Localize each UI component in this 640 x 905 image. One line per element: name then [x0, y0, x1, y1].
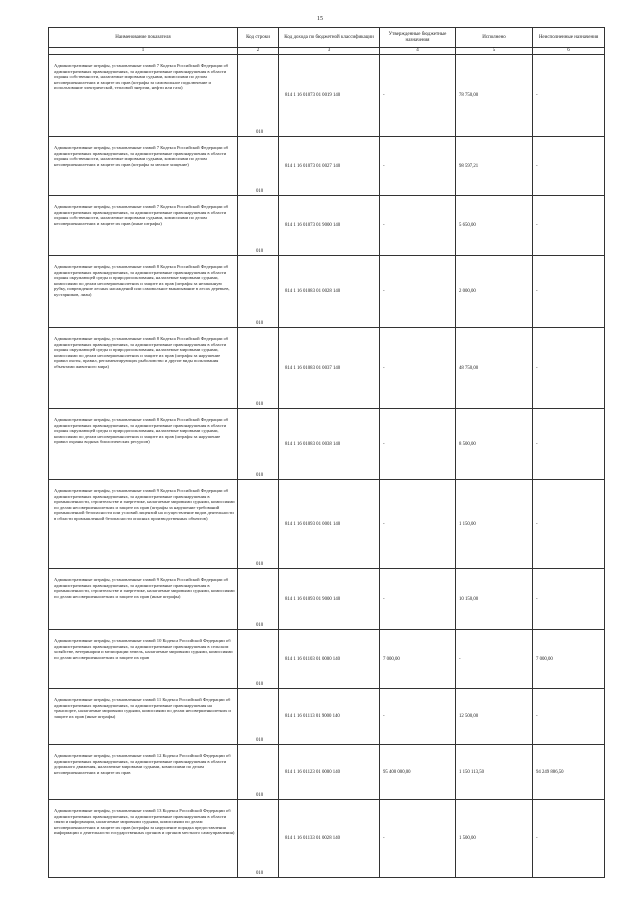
column-number-row [49, 48, 605, 55]
executed-cell: 48 750,00 [456, 328, 533, 409]
approved-cell: - [380, 409, 456, 480]
approved-cell: - [380, 480, 456, 569]
table-row [49, 630, 605, 689]
kbk-code-cell: 814 1 16 01073 01 9000 140 [279, 196, 380, 256]
table-row [49, 55, 605, 137]
column-number: 1 [49, 48, 238, 55]
unexecuted-cell: - [533, 800, 605, 878]
row-code-cell [238, 689, 279, 745]
row-code-cell [238, 196, 279, 256]
table-row [49, 689, 605, 745]
row-code: 010 [256, 130, 264, 135]
row-code: 010 [256, 402, 264, 407]
row-code: 010 [256, 793, 264, 798]
indicator-name-cell: Административные штрафы, установленные главой 10 Кодекса Российской Федерации об административных правонарушениях, за административные правонарушения в сельском хозяйстве, ветеринарии и мелиорации земель, налагаемые мировыми судьями, комиссиями по делам несовершеннолетних и защите их прав [49, 630, 238, 689]
row-code-cell [238, 55, 279, 137]
header-row [49, 28, 605, 48]
executed-cell: 10 150,00 [456, 569, 533, 630]
revenue-table [48, 27, 605, 878]
executed-cell: 12 500,00 [456, 689, 533, 745]
row-code-cell [238, 480, 279, 569]
unexecuted-cell: - [533, 480, 605, 569]
kbk-code-cell: 814 1 16 01123 01 0000 140 [279, 745, 380, 800]
unexecuted-cell: 94 249 886,50 [533, 745, 605, 800]
header-executed: Исполнено [456, 28, 533, 48]
indicator-name-cell: Административные штрафы, установленные главой 9 Кодекса Российской Федерации об административных правонарушениях, за административные правонарушения в промышленности, строительстве и энергетике, налагаемые мировыми судьями, комиссиями по делам несовершеннолетних и защите их прав (иные штрафы) [49, 569, 238, 630]
row-code-cell [238, 630, 279, 689]
kbk-code-cell: 814 1 16 01083 01 0028 140 [279, 256, 380, 328]
indicator-name-cell: Административные штрафы, установленные главой 8 Кодекса Российской Федерации об административных правонарушениях, за административные правонарушения в области охраны окружающей среды и природопользования, налагаемые мировыми судьями, комиссиями по делам несовершеннолетних и защите их прав (штрафы за незаконную рубку, повреждение лесных насаждений или самовольное выкапывание в лесах деревьев, кустарников, лиан) [49, 256, 238, 328]
table-row [49, 256, 605, 328]
executed-cell: 78 750,00 [456, 55, 533, 137]
kbk-code-cell: 814 1 16 01083 01 0038 140 [279, 409, 380, 480]
header-kbk: Код дохода по бюджетной классификации [279, 28, 380, 48]
table-row [49, 569, 605, 630]
table-row [49, 196, 605, 256]
row-code: 010 [256, 321, 264, 326]
executed-cell: 5 650,00 [456, 196, 533, 256]
indicator-name-cell: Административные штрафы, установленные главой 9 Кодекса Российской Федерации об административных правонарушениях, за административные правонарушения в промышленности, строительстве и энергетике, налагаемые мировыми судьями, комиссиями по делам несовершеннолетних и защите их прав (штрафы за нарушение требований промышленной безопасности или условий лицензий на осуществление видов деятельности в области промышленной безопасности опасных производственных объектов) [49, 480, 238, 569]
row-code: 010 [256, 871, 264, 876]
row-code-cell [238, 328, 279, 409]
kbk-code-cell: 814 1 16 01083 01 0037 140 [279, 328, 380, 409]
approved-cell: - [380, 689, 456, 745]
executed-cell: 98 597,21 [456, 137, 533, 196]
kbk-code-cell: 814 1 16 01133 01 0028 140 [279, 800, 380, 878]
row-code-cell [238, 409, 279, 480]
kbk-code-cell: 814 1 16 01093 01 9000 140 [279, 569, 380, 630]
unexecuted-cell: - [533, 328, 605, 409]
header-name: Наименование показателя [49, 28, 238, 48]
row-code-cell [238, 569, 279, 630]
unexecuted-cell: - [533, 409, 605, 480]
column-number: 3 [279, 48, 380, 55]
approved-cell: - [380, 55, 456, 137]
table-row [49, 800, 605, 878]
row-code: 010 [256, 562, 264, 567]
kbk-code-cell: 814 1 16 01073 01 0019 140 [279, 55, 380, 137]
approved-cell: - [380, 328, 456, 409]
row-code: 010 [256, 189, 264, 194]
indicator-name-cell: Административные штрафы, установленные главой 7 Кодекса Российской Федерации об административных правонарушениях, за административные правонарушения в области охраны собственности, налагаемые мировыми судьями, комиссиями по делам несовершеннолетних и защите их прав (штрафы за мелкое хищение) [49, 137, 238, 196]
header-approved: Утвержденные бюджетные назначения [380, 28, 456, 48]
unexecuted-cell: - [533, 137, 605, 196]
row-code-cell [238, 137, 279, 196]
table-row [49, 409, 605, 480]
executed-cell: 1 500,00 [456, 800, 533, 878]
unexecuted-cell: 7 000,00 [533, 630, 605, 689]
page-number: 15 [317, 16, 323, 22]
column-number: 5 [456, 48, 533, 55]
row-code: 010 [256, 682, 264, 687]
approved-cell: - [380, 196, 456, 256]
executed-cell: 1 150,00 [456, 480, 533, 569]
executed-cell: 1 150 113,50 [456, 745, 533, 800]
indicator-name-cell: Административные штрафы, установленные главой 7 Кодекса Российской Федерации об административных правонарушениях, за административные правонарушения в области охраны собственности, налагаемые мировыми судьями, комиссиями по делам несовершеннолетних и защите их прав (штрафы за самовольное подключение и использование электрической, тепловой энергии, нефти или газа) [49, 55, 238, 137]
header-unexecuted: Неисполненные назначения [533, 28, 605, 48]
executed-cell: - [456, 630, 533, 689]
table-row [49, 745, 605, 800]
kbk-code-cell: 814 1 16 01103 01 0000 140 [279, 630, 380, 689]
column-number: 6 [533, 48, 605, 55]
kbk-code-cell: 814 1 16 01113 01 9000 140 [279, 689, 380, 745]
column-number: 4 [380, 48, 456, 55]
indicator-name-cell: Административные штрафы, установленные главой 12 Кодекса Российской Федерации об административных правонарушениях, за административные правонарушения в области дорожного движения, налагаемые мировыми судьями, комиссиями по делам несовершеннолетних и защите их прав [49, 745, 238, 800]
row-code-cell [238, 800, 279, 878]
indicator-name-cell: Административные штрафы, установленные главой 8 Кодекса Российской Федерации об административных правонарушениях, за административные правонарушения в области охраны окружающей среды и природопользования, налагаемые мировыми судьями, комиссиями по делам несовершеннолетних и защите их прав (штрафы за нарушение правил охраны водных биологических ресурсов) [49, 409, 238, 480]
indicator-name-cell: Административные штрафы, установленные главой 7 Кодекса Российской Федерации об административных правонарушениях, за административные правонарушения в области охраны собственности, налагаемые мировыми судьями, комиссиями по делам несовершеннолетних и защите их прав (иные штрафы) [49, 196, 238, 256]
executed-cell: 8 500,00 [456, 409, 533, 480]
approved-cell: 7 000,00 [380, 630, 456, 689]
row-code: 010 [256, 473, 264, 478]
indicator-name-cell: Административные штрафы, установленные главой 13 Кодекса Российской Федерации об административных правонарушениях, за административные правонарушения в области связи и информации, налагаемые мировыми судьями, комиссиями по делам несовершеннолетних и защите их прав (штрафы за нарушение порядка предоставления информации о деятельности государственных органов и органов местного самоуправления) [49, 800, 238, 878]
unexecuted-cell: - [533, 196, 605, 256]
row-code-cell [238, 256, 279, 328]
row-code: 010 [256, 738, 264, 743]
approved-cell: 95 400 000,00 [380, 745, 456, 800]
row-code-cell [238, 745, 279, 800]
approved-cell: - [380, 800, 456, 878]
executed-cell: 2 000,00 [456, 256, 533, 328]
unexecuted-cell: - [533, 256, 605, 328]
approved-cell: - [380, 569, 456, 630]
unexecuted-cell: - [533, 55, 605, 137]
approved-cell: - [380, 256, 456, 328]
kbk-code-cell: 814 1 16 01093 01 0001 140 [279, 480, 380, 569]
header-code: Код строки [238, 28, 279, 48]
column-number: 2 [238, 48, 279, 55]
row-code: 010 [256, 249, 264, 254]
indicator-name-cell: Административные штрафы, установленные главой 11 Кодекса Российской Федерации об административных правонарушениях, за административные правонарушения на транспорте, налагаемые мировыми судьями, комиссиями по делам несовершеннолетних и защите их прав (иные штрафы) [49, 689, 238, 745]
table-row [49, 480, 605, 569]
row-code: 010 [256, 623, 264, 628]
approved-cell: - [380, 137, 456, 196]
unexecuted-cell: - [533, 689, 605, 745]
table-row [49, 328, 605, 409]
indicator-name-cell: Административные штрафы, установленные главой 8 Кодекса Российской Федерации об административных правонарушениях, за административные правонарушения в области охраны окружающей среды и природопользования, налагаемые мировыми судьями, комиссиями по делам несовершеннолетних и защите их прав (штрафы за нарушение правил охоты, правил, регламентирующих рыболовство и другие виды пользования объектами животного мира) [49, 328, 238, 409]
table-row [49, 137, 605, 196]
unexecuted-cell: - [533, 569, 605, 630]
kbk-code-cell: 814 1 16 01073 01 0027 140 [279, 137, 380, 196]
